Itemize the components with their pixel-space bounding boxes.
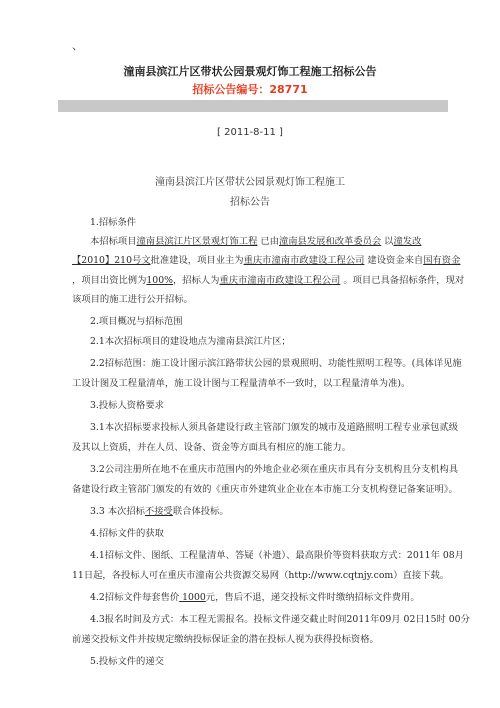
- project-name: 潼南县滨江片区景观灯饰工程: [136, 236, 258, 247]
- section-4-3-line2: 前递交投标文件并按规定缴纳投标保证金的潜在投标人视为获得投标资格。: [72, 634, 379, 645]
- text-run: 本招标项目: [90, 236, 137, 247]
- section-1-heading: 1.招标条件: [90, 217, 137, 228]
- section-4-2: [90, 592, 420, 604]
- text-run: 批准建设，项目业主为: [150, 255, 244, 266]
- page-title: 潼南县滨江片区带状公园景观灯饰工程施工招标公告: [123, 65, 377, 78]
- section-1-para-line1: [90, 236, 421, 248]
- section-3-3: [90, 506, 229, 518]
- funding-ratio: 100%: [146, 275, 173, 286]
- section-4-1-line2: 11日起，各投标人可在重庆市潼南公共资源交易网（http://www.cqtnjy.com）直接下载。: [72, 570, 450, 581]
- bid-number-label: 招标公告编号：: [192, 83, 270, 96]
- bid-number: [0, 82, 500, 98]
- section-1-para-line2: [72, 255, 460, 267]
- text-run: 建设资金来自: [364, 255, 424, 266]
- section-3-heading: 3.投标人资格要求: [90, 400, 164, 411]
- text-run: 3.3 本次招标: [90, 506, 145, 517]
- approval-doc: 潼发改: [393, 236, 422, 247]
- section-4-1-line1: 4.1招标文件、图纸、工程量清单、答疑（补遗）、最高限价等资料获取方式：2011年 08月: [90, 550, 464, 561]
- text-run: 以: [381, 236, 394, 247]
- section-5-heading: 5.投标文件的递交: [90, 656, 164, 667]
- doc-title-line2: 招标公告: [230, 197, 270, 208]
- section-1-para-line4: 该项目的施工进行公开招标。: [72, 294, 193, 305]
- section-2-2-line2: 工设计图及工程量清单，施工设计图与工程量清单不一致时，以工程量清单为准)。: [72, 378, 411, 389]
- approval-doc-number: 【2010】210号文: [72, 255, 151, 266]
- section-3-1-line1: 3.1本次招标要求投标人须具备建设行政主管部门颁发的城市及道路照明工程专业承包贰级: [90, 422, 459, 433]
- project-owner: 重庆市潼南市政建设工程公司: [243, 255, 365, 266]
- section-4-3-line1: 4.3报名时间及方式：本工程无需报名。投标文件递交截止时间2011年09月 02日15时 00分: [90, 614, 470, 625]
- section-2-2-line1: 2.2招标范围：施工设计图示滨江路带状公园的景观照明、功能性照明工程等。(具体详见施: [90, 358, 462, 369]
- text-run: 已由: [257, 236, 279, 247]
- text-run: 联合体投标。: [172, 506, 229, 517]
- bid-number-value: 28771: [269, 83, 308, 96]
- text-run: ，项目出资比例为: [72, 275, 147, 286]
- section-2-1: 2.1本次招标项目的建设地点为潼南县滨江片区；: [90, 336, 291, 347]
- fund-source: 国有资金: [423, 255, 461, 266]
- section-2-heading: 2.项目概况与招标范围: [90, 316, 183, 327]
- leading-mark: 、: [72, 39, 83, 52]
- gray-divider-bar: [58, 100, 448, 112]
- section-4-heading: 4.招标文件的获取: [90, 528, 164, 539]
- approver-name: 潼南县发展和改革委员会: [278, 236, 382, 247]
- section-3-2-line1: 3.2公司注册所在地不在重庆市范围内的外地企业必须在重庆市具有分支机构且分支机构具: [90, 464, 459, 475]
- section-3-1-line2: 及其以上资质，并在人员、设备、资金等方面具有相应的施工能力。: [72, 442, 351, 453]
- tenderer-name: 重庆市潼南市政建设工程公司: [219, 275, 341, 286]
- text-run: 4.2招标文件每套售价: [90, 592, 180, 603]
- text-run: ，招标人为: [172, 275, 220, 286]
- publish-date: [ 2011-8-11 ]: [217, 127, 283, 138]
- consortium-not-accepted: 不接受: [144, 506, 173, 517]
- document-price: 1000: [179, 592, 206, 603]
- doc-title-line1: 潼南县滨江片区带状公园景观灯饰工程施工: [155, 177, 345, 188]
- text-run: 元，售后不退，递交投标文件时缴纳招标文件费用。: [205, 592, 420, 603]
- section-1-para-line3: [72, 275, 464, 287]
- text-run: 。项目已具备招标条件，现对: [340, 275, 465, 286]
- section-3-2-line2: 备建设行政主管部门颁发的有效的《重庆市外建筑业企业在本市施工分支机构登记备案证明》。: [72, 484, 458, 495]
